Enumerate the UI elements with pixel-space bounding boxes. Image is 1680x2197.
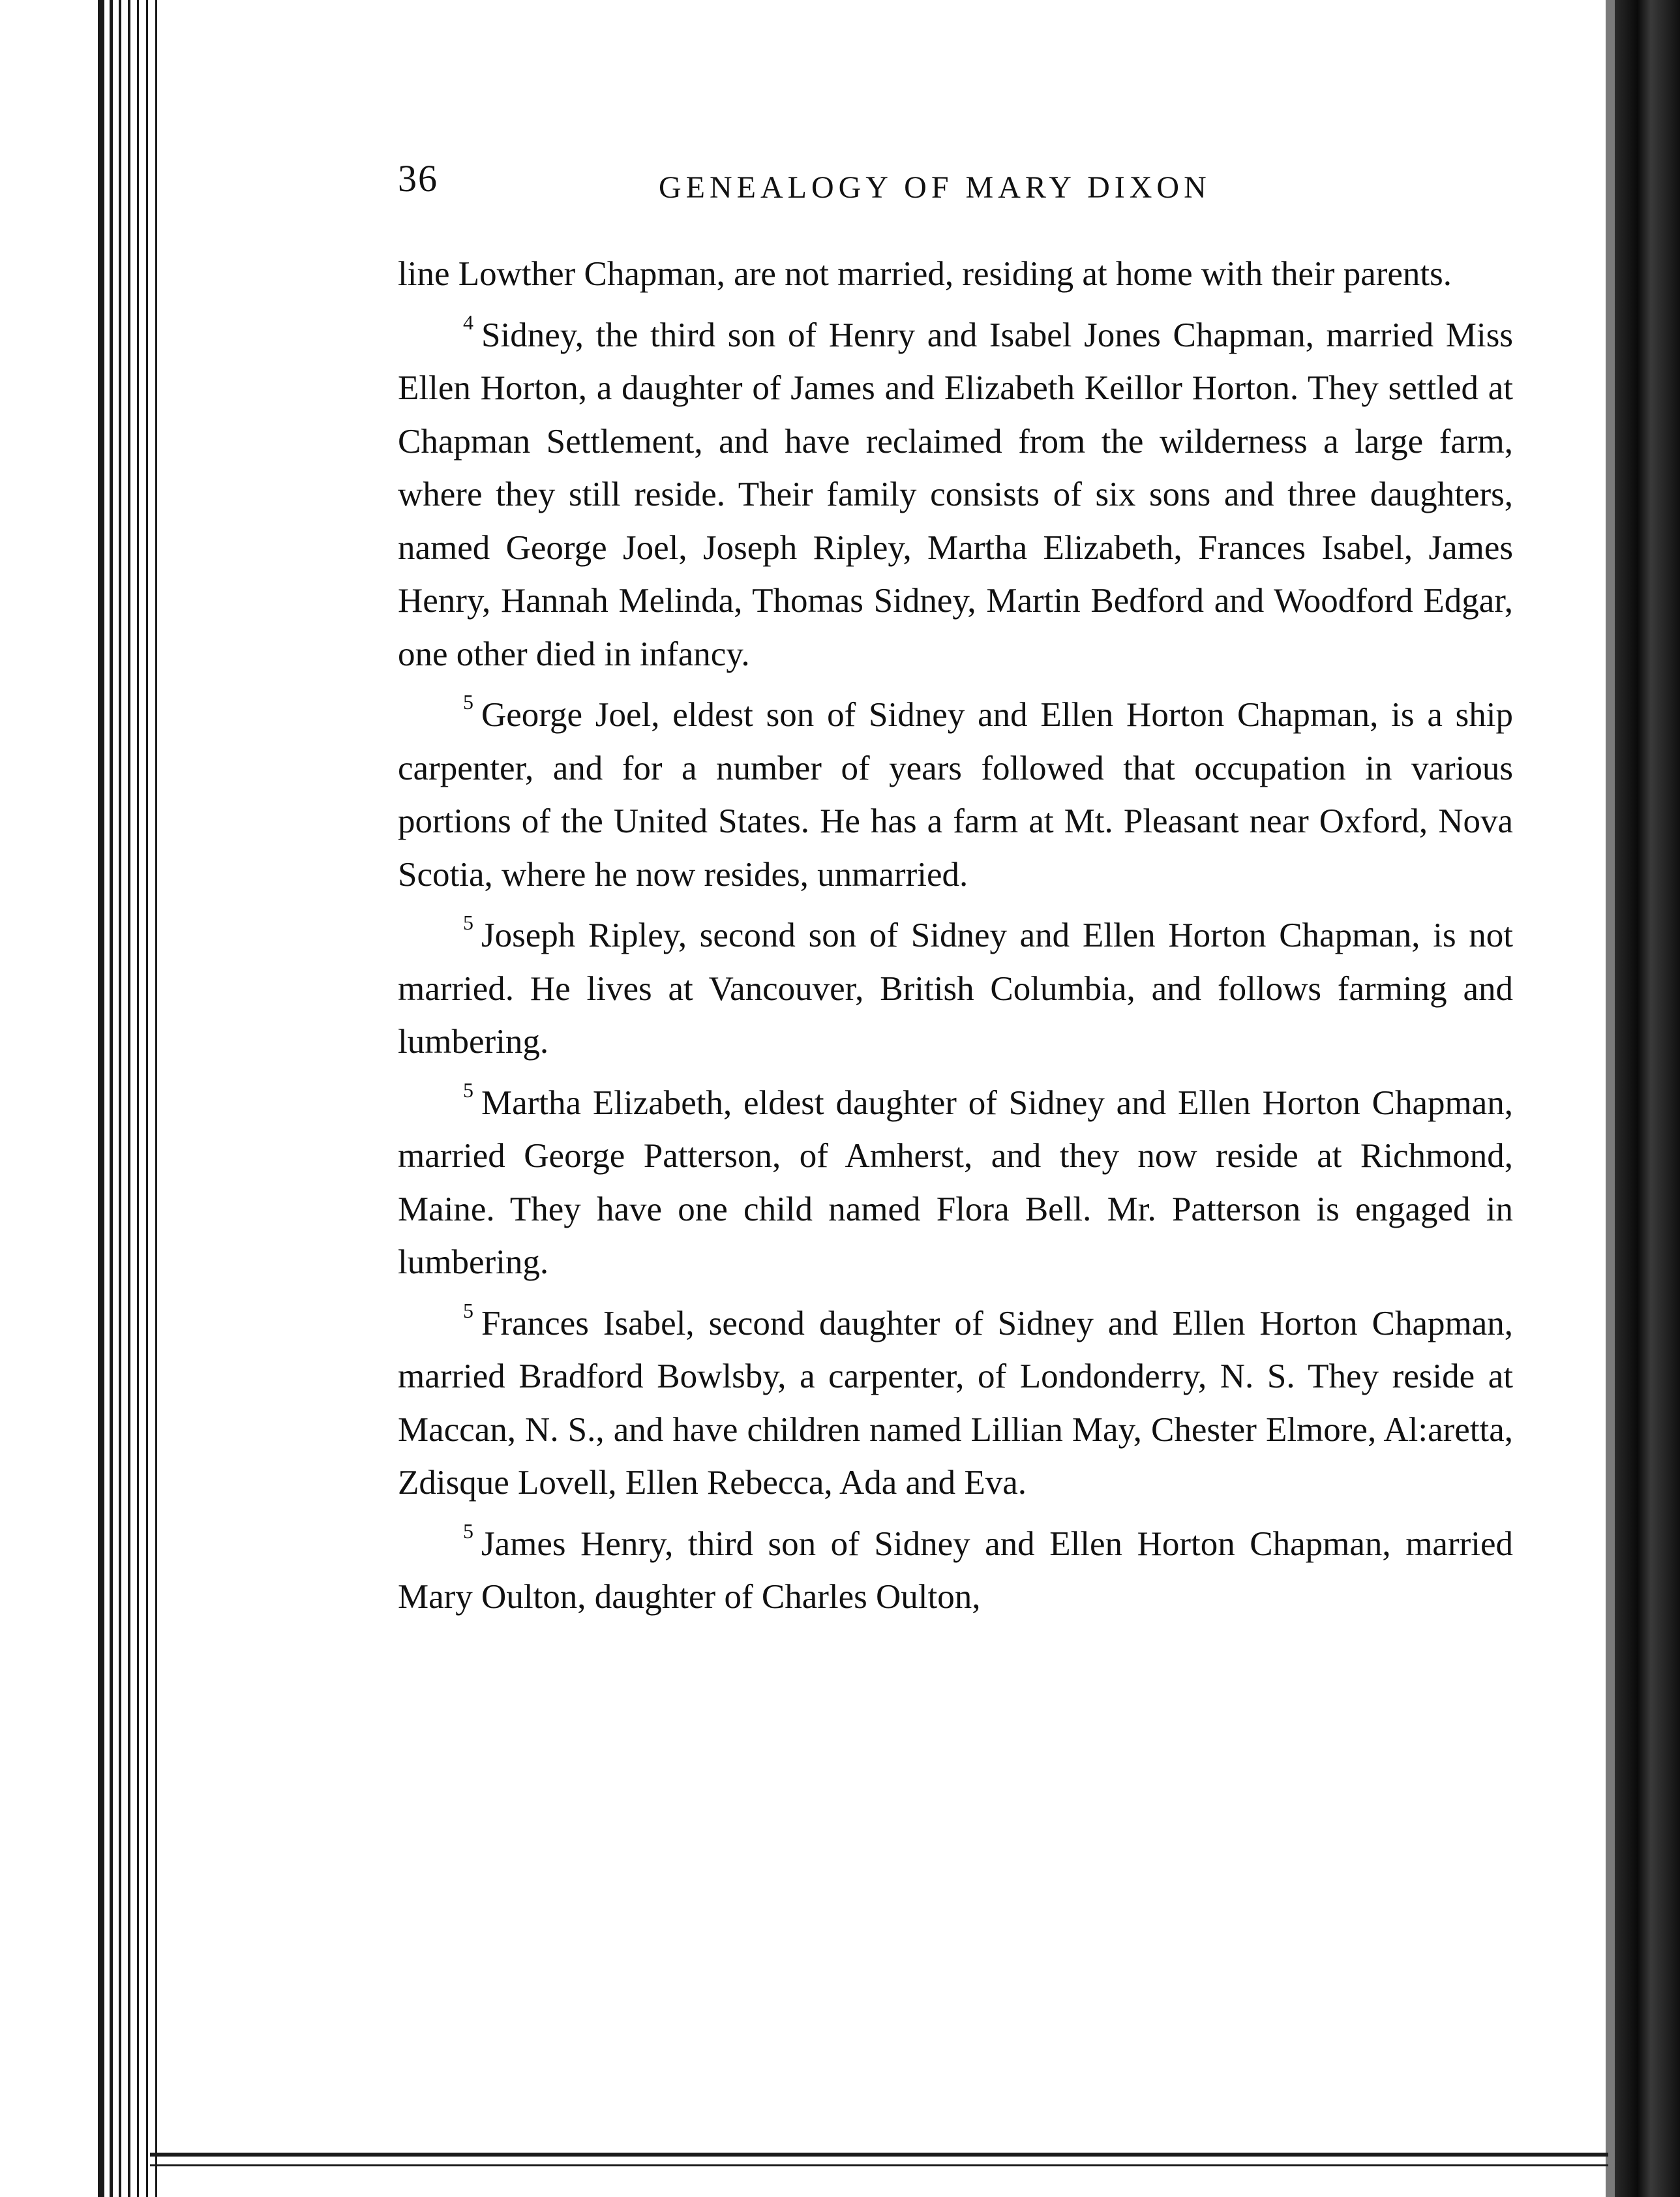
paragraph [398, 1518, 1513, 1624]
page-number: 36 [398, 157, 438, 200]
scan-right-gap [1606, 0, 1615, 2197]
scan-bottom-edge [150, 2153, 1608, 2157]
paragraph-text: Joseph Ripley, second son of Sidney and Ellen Horton Chapman, is not married. He lives at Vancouver, British Columbia, and follows farming and lumbering. [398, 917, 1513, 1061]
paragraph-text: Frances Isabel, second daughter of Sidney and Ellen Horton Chapman, married Bradford Bowlsby, a carpenter, of Londonderry, N. S. They reside at Maccan, N. S., and have children named Lillian May, Chester Elmore, Al:aretta, Zdisque Lovell, Ellen Rebecca, Ada and Eva. [398, 1304, 1513, 1502]
generation-marker: 5 [463, 1519, 473, 1543]
body-text [398, 248, 1513, 1624]
paragraph-text: Martha Elizabeth, eldest daughter of Sidney and Ellen Horton Chapman, married George Patterson, of Amherst, and they now reside at Richmond, Maine. They have one child named Flora Bell. Mr. Patterson is engaged in lumbering. [398, 1083, 1513, 1281]
paragraph [398, 1077, 1513, 1290]
paragraph [398, 248, 1513, 301]
paragraph-text: Sidney, the third son of Henry and Isabel Jones Chapman, married Miss Ellen Horton, a daughter of James and Elizabeth Keillor Horton. They settled at Chapman Settlement, and have reclaimed from the wilderness a large farm, where they still reside. Their family consists of six sons and three daughters, named George Joel, Joseph Ripley, Martha Elizabeth, Frances Isabel, James Henry, Hannah Melinda, Thomas Sidney, Martin Bedford and Woodford Edgar, one other died in infancy. [398, 316, 1513, 673]
paragraph-text: line Lowther Chapman, are not married, residing at home with their parents. [398, 255, 1452, 293]
running-head-title: GENEALOGY OF MARY DIXON [659, 170, 1211, 205]
generation-marker: 5 [463, 911, 473, 934]
running-head [398, 157, 1513, 235]
book-page [398, 157, 1513, 1624]
scan-bottom-edge-inner [150, 2164, 1608, 2166]
generation-marker: 5 [463, 690, 473, 714]
paragraph [398, 909, 1513, 1069]
paragraph-text: George Joel, eldest son of Sidney and Ellen Horton Chapman, is a ship carpenter, and for a number of years followed that occupation in various portions of the United States. He has a farm at Mt. Pleasant near Oxford, Nova Scotia, where he now resides, unmarried. [398, 696, 1513, 894]
scan-left-edge [0, 0, 163, 2197]
paragraph [398, 689, 1513, 902]
scan-right-edge [1615, 0, 1680, 2197]
paragraph [398, 309, 1513, 682]
generation-marker: 5 [463, 1078, 473, 1102]
generation-marker: 5 [463, 1298, 473, 1322]
generation-marker: 4 [463, 310, 473, 334]
paragraph-text: James Henry, third son of Sidney and Ellen Horton Chapman, married Mary Oulton, daughter of Charles Oulton, [398, 1524, 1513, 1616]
paragraph [398, 1297, 1513, 1510]
